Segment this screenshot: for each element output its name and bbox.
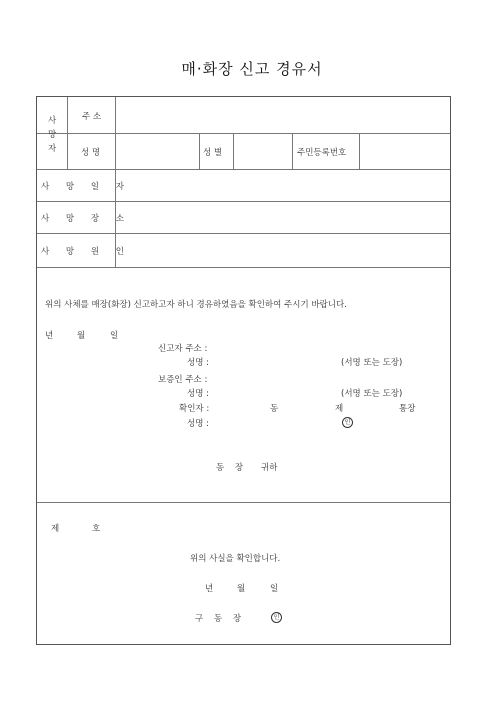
district-chief-label: 구 동 장 — [195, 614, 246, 624]
confirm-statement: 위의 사실을 확인합니다. — [190, 554, 281, 564]
honorific-label: 귀하 — [261, 463, 278, 473]
request-month: 월 — [77, 331, 86, 341]
reporter-address-label: 신고자 주소 : — [158, 344, 208, 354]
line-v — [233, 133, 234, 169]
deceased-label-char: 자 — [48, 144, 57, 154]
confirm-month: 월 — [237, 584, 246, 594]
confirmer-label: 확인자 : — [179, 404, 210, 414]
request-year: 년 — [45, 331, 54, 341]
number-ho: 호 — [92, 524, 101, 534]
line-v — [67, 97, 68, 169]
seal-mark — [342, 417, 353, 428]
confirm-year: 년 — [205, 584, 214, 594]
report-form — [36, 96, 451, 645]
gender-label: 성 별 — [203, 148, 223, 158]
line-h — [37, 267, 450, 268]
seal-icon: 인 — [271, 612, 282, 623]
request-statement: 위의 사체를 매장(화장) 신고하고자 하니 경유하였음을 확인하여 주시기 바랍니다. — [45, 300, 347, 310]
addressee-label: 동 장 — [216, 463, 248, 473]
seal-mark — [271, 612, 282, 623]
line-h — [37, 233, 450, 234]
death-date-label: 사 망 일 자 — [41, 182, 131, 192]
line-h — [37, 201, 450, 202]
number-je: 제 — [51, 524, 60, 534]
sign-or-seal-note: (서명 또는 도장) — [341, 358, 403, 368]
line-h — [37, 133, 450, 134]
line-v — [199, 133, 200, 169]
line-h — [37, 502, 450, 503]
reporter-name-label: 성명 : — [187, 358, 209, 368]
line-v — [359, 133, 360, 169]
request-day: 일 — [110, 331, 119, 341]
sign-or-seal-note: (서명 또는 도장) — [341, 389, 403, 399]
deceased-label-char: 망 — [48, 130, 57, 140]
guarantor-address-label: 보증인 주소 : — [158, 375, 208, 385]
deceased-label-char: 사 — [48, 116, 57, 126]
death-place-label: 사 망 장 소 — [41, 214, 131, 224]
confirm-day: 일 — [270, 584, 279, 594]
guarantor-name-label: 성명 : — [187, 389, 209, 399]
confirmer-name-label: 성명 : — [187, 419, 209, 429]
id-number-label: 주민등록번호 — [297, 148, 347, 158]
tong-label: 통장 — [399, 404, 416, 414]
name-label: 성 명 — [81, 148, 101, 158]
death-cause-label: 사 망 원 인 — [41, 247, 131, 257]
line-v — [292, 133, 293, 169]
je-label: 제 — [335, 404, 344, 414]
line-h — [37, 169, 450, 170]
address-label: 주 소 — [82, 112, 102, 122]
document-title: 매·화장 신고 경유서 — [181, 60, 323, 78]
seal-icon: 인 — [342, 417, 353, 428]
dong-label: 동 — [270, 404, 279, 414]
